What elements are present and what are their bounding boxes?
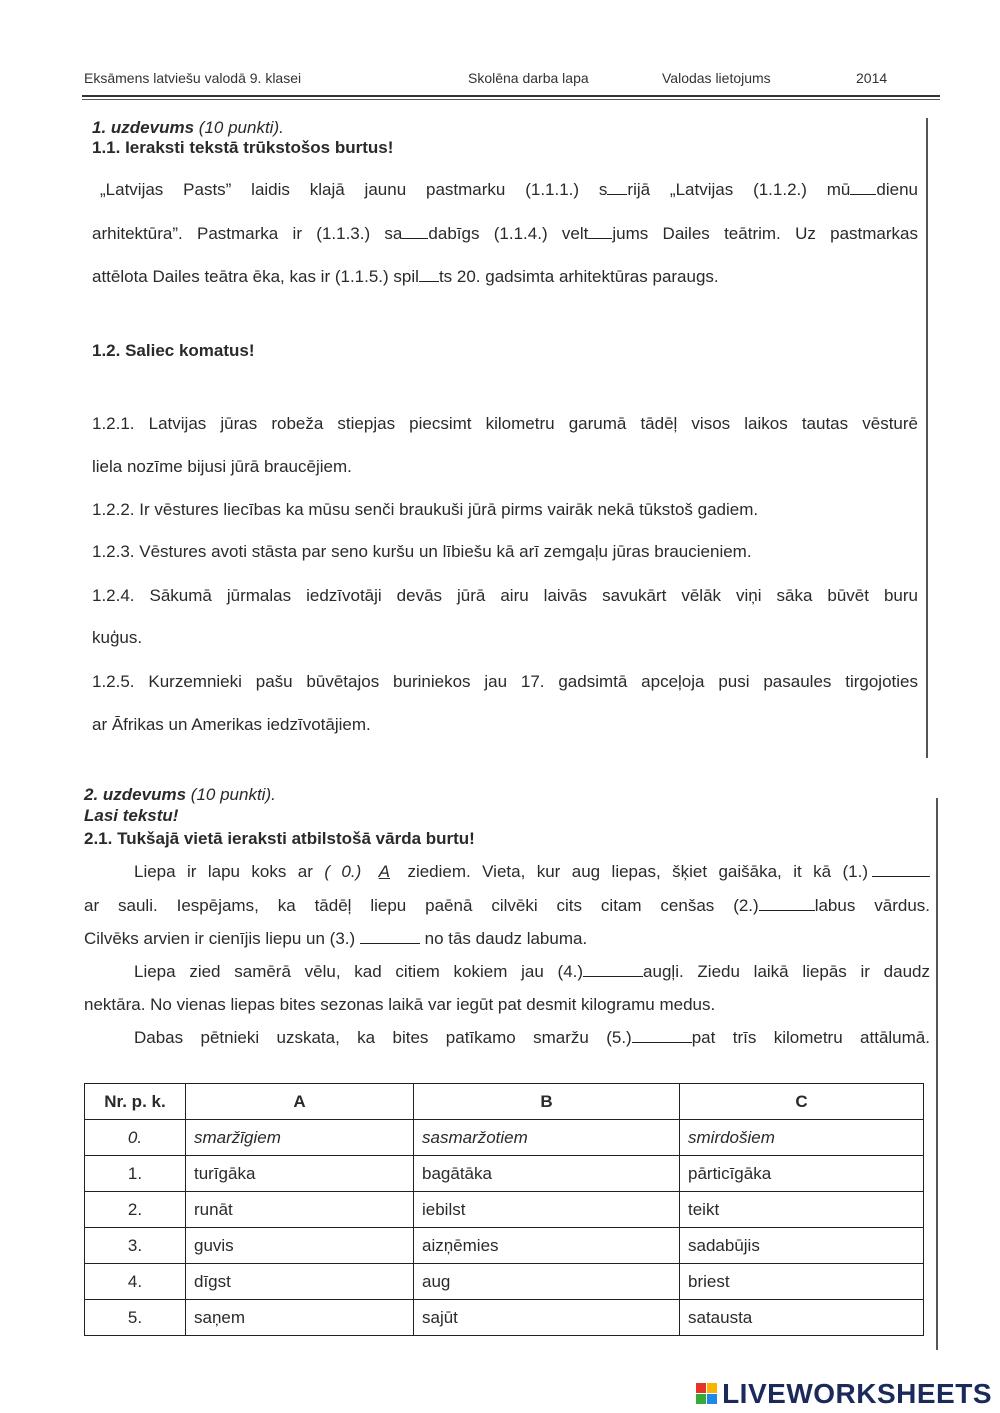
table-cell: pārticīgāka [680,1156,924,1192]
task1-1-title: 1.1. Ieraksti tekstā trūkstošos burtus! [92,138,394,157]
sentence-1-2-5-a: 1.2.5. Kurzemnieki pašu būvētajos buriniekos jau 17. gadsimtā apceļoja pusi pasaules tirgojoties [92,672,918,691]
blank-2-3[interactable] [360,929,420,944]
table-header: B [414,1084,680,1120]
task2-1-title: 2.1. Tukšajā vietā ieraksti atbilstošā vārda burtu! [84,829,475,848]
header-divider [82,95,940,97]
blank-1-1-3[interactable] [402,224,428,239]
table-cell: satausta [680,1300,924,1336]
table-cell: smaržīgiem [186,1120,414,1156]
task1-points: (10 punkti). [198,118,284,137]
task2-text-line1: Liepa ir lapu koks ar ( 0.) A ziediem. Vieta, kur aug liepas, šķiet gaišāka, it kā (1.) [134,862,930,882]
table-row [85,1228,924,1264]
table-cell: 2. [85,1192,186,1228]
table-cell: dīgst [186,1264,414,1300]
table-cell: briest [680,1264,924,1300]
task1-title: 1. uzdevums [92,118,195,137]
header-worksheet-label: Skolēna darba lapa [468,70,589,86]
example-answer: A [378,862,391,881]
task2-text-line2: ar sauli. Iespējams, ka tādēļ liepu paēnā cilvēki cits citam cenšas (2.) labus vārdus. [84,896,930,915]
header-section-label: Valodas lietojums [662,70,771,86]
table-row [85,1264,924,1300]
table-cell: sajūt [414,1300,680,1336]
table-cell: iebilst [414,1192,680,1228]
table-cell: saņem [186,1300,414,1336]
table-row [85,1192,924,1228]
task2-title: 2. uzdevums [84,785,187,804]
blank-2-5[interactable] [632,1028,692,1043]
table-cell: aug [414,1264,680,1300]
task2-heading [84,785,276,805]
table-cell: 5. [85,1300,186,1336]
sentence-1-2-1-b: liela nozīme bijusi jūrā braucējiem. [92,457,352,476]
blank-2-1[interactable] [872,862,930,877]
task2-read-instruction: Lasi tekstu! [84,806,179,825]
table-row [85,1120,924,1156]
sentence-1-2-3: 1.2.3. Vēstures avoti stāsta par seno kuršu un lībiešu kā arī zemgaļu jūras braucieniem. [92,542,752,561]
blank-2-4[interactable] [583,962,643,977]
table-cell: smirdošiem [680,1120,924,1156]
table-cell: bagātāka [414,1156,680,1192]
table-cell: 0. [85,1120,186,1156]
header-divider-thin [82,99,940,100]
table-header: Nr. p. k. [85,1084,186,1120]
task2-points: (10 punkti). [190,785,276,804]
liveworksheets-logo-text: LIVEWORKSHEETS [722,1378,992,1409]
sentence-1-2-5-b: ar Āfrikas un Amerikas iedzīvotājiem. [92,715,371,734]
margin-line-task2 [936,798,938,1350]
table-cell: sadabūjis [680,1228,924,1264]
table-header-row [85,1084,924,1120]
table-row [85,1300,924,1336]
task1-1-line3: attēlota Dailes teātra ēka, kas ir (1.1.5.) spil ts 20. gadsimta arhitektūras paraugs. [92,267,719,286]
table-cell: 3. [85,1228,186,1264]
margin-line-task1 [926,118,928,758]
sentence-1-2-4-a: 1.2.4. Sākumā jūrmalas iedzīvotāji devās jūrā airu laivās savukārt vēlāk viņi sāka būvēt buru [92,586,918,605]
sentence-1-2-4-b: kuģus. [92,628,143,647]
task1-1-line2: arhitektūra”. Pastmarka ir (1.1.3.) sa dabīgs (1.1.4.) velt jums Dailes teātrim. Uz pastmarkas [92,224,919,243]
table-row [85,1156,924,1192]
answer-options-table [84,1083,924,1336]
table-cell: turīgāka [186,1156,414,1192]
blank-2-2[interactable] [759,896,815,911]
header-exam-title: Eksāmens latviešu valodā 9. klasei [84,70,302,86]
table-cell: sasmaržotiem [414,1120,680,1156]
blank-1-1-5[interactable] [419,267,439,282]
table-header: C [680,1084,924,1120]
table-cell: 1. [85,1156,186,1192]
liveworksheets-logo-icon [696,1383,718,1405]
sentence-1-2-1-a: 1.2.1. Latvijas jūras robeža stiepjas piecsimt kilometru garumā tādēļ visos laikos tautas vēsturē [92,414,918,433]
task1-1-line1: „Latvijas Pasts” laidis klajā jaunu pastmarku (1.1.1.) s rijā „Latvijas (1.1.2.) mū dienu [100,180,918,199]
table-cell: teikt [680,1192,924,1228]
task1-2-title: 1.2. Saliec komatus! [92,341,255,360]
task2-text-line5: nektāra. No vienas liepas bites sezonas laikā var iegūt pat desmit kilogramu medus. [84,995,716,1014]
table-cell: aizņēmies [414,1228,680,1264]
blank-1-1-4[interactable] [588,224,612,239]
header-year: 2014 [856,70,888,86]
task2-text-line3: Cilvēks arvien ir cienījis liepu un (3.) no tās daudz labuma. [84,929,588,948]
table-cell: guvis [186,1228,414,1264]
table-cell: runāt [186,1192,414,1228]
task2-text-line4: Liepa zied samērā vēlu, kad citiem kokiem jau (4.) augļi. Ziedu laikā liepās ir daudz [134,962,930,981]
table-cell: 4. [85,1264,186,1300]
blank-1-1-2[interactable] [850,180,876,195]
task2-text-line6: Dabas pētnieki uzskata, ka bites patīkamo smaržu (5.) pat trīs kilometru attālumā. [134,1028,930,1047]
blank-1-1-1[interactable] [607,180,627,195]
sentence-1-2-2: 1.2.2. Ir vēstures liecības ka mūsu senči braukuši jūrā pirms vairāk nekā tūkstoš gadiem. [92,500,759,519]
task1-heading [92,118,284,138]
liveworksheets-logo[interactable] [696,1378,992,1410]
table-header: A [186,1084,414,1120]
